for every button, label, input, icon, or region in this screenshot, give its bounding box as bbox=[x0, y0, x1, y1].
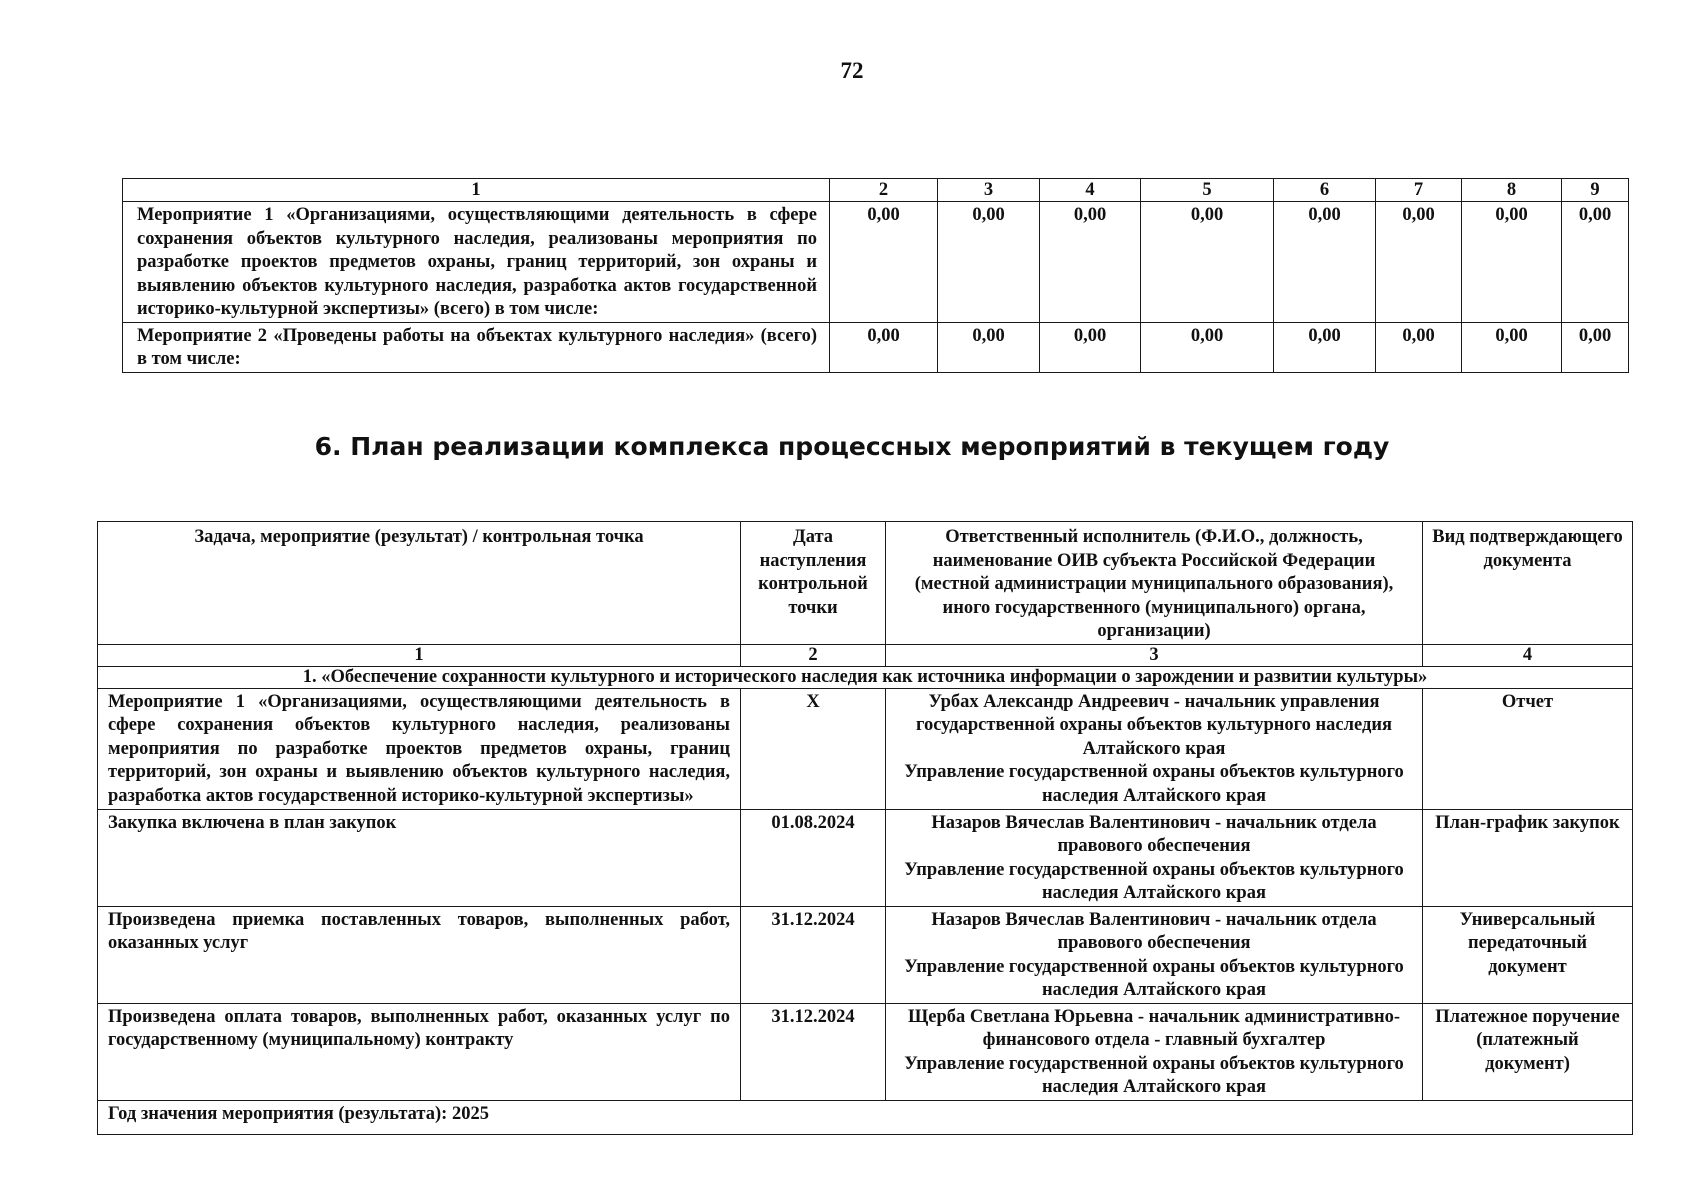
responsible-person: Назаров Вячеслав Валентинович - начальник отдела правового обеспечения bbox=[931, 812, 1377, 856]
control-date: Х bbox=[741, 688, 886, 809]
responsible-org: Управление государственной охраны объектов культурного наследия Алтайского края bbox=[904, 859, 1404, 903]
header-cell: 8 bbox=[1462, 179, 1562, 202]
task-row bbox=[98, 666, 1633, 688]
header-date: Дата наступления контрольной точки bbox=[741, 522, 886, 645]
control-date: 31.12.2024 bbox=[741, 906, 886, 1003]
activity-name: Произведена оплата товаров, выполненных работ, оказанных услуг по государственному (муниципальному) контракту bbox=[98, 1003, 741, 1100]
value-cell: 0,00 bbox=[830, 202, 938, 323]
responsible-cell bbox=[886, 809, 1423, 906]
value-cell: 0,00 bbox=[830, 322, 938, 372]
responsible-org: Управление государственной охраны объектов культурного наследия Алтайского края bbox=[904, 1053, 1404, 1097]
value-cell: 0,00 bbox=[1462, 202, 1562, 323]
value-cell: 0,00 bbox=[1141, 322, 1274, 372]
document-type: Отчет bbox=[1423, 688, 1633, 809]
activity-name: Мероприятие 1 «Организациями, осуществляющими деятельность в сфере сохранения объектов культурного наследия, реализованы мероприятия по разработке проектов предметов охраны, границ территорий, зон охраны и выявлению объектов культурного наследия, разработка актов государственной историко-культурной экспертизы» bbox=[98, 688, 741, 809]
funding-table-header bbox=[123, 179, 1629, 202]
plan-table bbox=[97, 521, 1633, 1135]
column-number: 2 bbox=[741, 644, 886, 666]
header-cell: 5 bbox=[1141, 179, 1274, 202]
section-title: 6. План реализации комплекса процессных мероприятий в текущем году bbox=[314, 432, 1390, 461]
document-type: Универсальный передаточный документ bbox=[1423, 906, 1633, 1003]
responsible-person: Урбах Александр Андреевич - начальник управления государственной охраны объектов культурного наследия Алтайского края bbox=[916, 691, 1392, 759]
table-row bbox=[98, 809, 1633, 906]
value-cell: 0,00 bbox=[1562, 322, 1629, 372]
responsible-cell bbox=[886, 906, 1423, 1003]
table-row bbox=[98, 906, 1633, 1003]
document-type: План-график закупок bbox=[1423, 809, 1633, 906]
plan-table-header bbox=[98, 522, 1633, 645]
header-cell: 2 bbox=[830, 179, 938, 202]
value-cell: 0,00 bbox=[1376, 202, 1462, 323]
header-cell: 4 bbox=[1040, 179, 1141, 202]
header-cell: 7 bbox=[1376, 179, 1462, 202]
activity-description: Мероприятие 1 «Организациями, осуществляющими деятельность в сфере сохранения объектов культурного наследия, реализованы мероприятия по разработке проектов предметов охраны, границ территорий, зон охраны и выявлению объектов культурного наследия, разработка актов государственной историко-культурной экспертизы» (всего) в том числе: bbox=[123, 202, 830, 323]
value-cell: 0,00 bbox=[1040, 322, 1141, 372]
control-date: 31.12.2024 bbox=[741, 1003, 886, 1100]
header-cell: 6 bbox=[1274, 179, 1376, 202]
footer-row bbox=[98, 1100, 1633, 1134]
table-row bbox=[98, 1003, 1633, 1100]
header-responsible: Ответственный исполнитель (Ф.И.О., должность, наименование ОИВ субъекта Российской Федерации (местной администрации муниципального образования), иного государственного (муниципального) органа, организации) bbox=[886, 522, 1423, 645]
responsible-cell bbox=[886, 1003, 1423, 1100]
page-number: 72 bbox=[840, 58, 864, 83]
column-number: 3 bbox=[886, 644, 1423, 666]
column-numbers-row bbox=[98, 644, 1633, 666]
value-cell: 0,00 bbox=[1376, 322, 1462, 372]
activity-description: Мероприятие 2 «Проведены работы на объектах культурного наследия» (всего) в том числе: bbox=[123, 322, 830, 372]
header-cell: 3 bbox=[938, 179, 1040, 202]
responsible-cell bbox=[886, 688, 1423, 809]
header-document: Вид подтверждающего документа bbox=[1423, 522, 1633, 645]
table-row bbox=[123, 322, 1629, 372]
activity-name: Закупка включена в план закупок bbox=[98, 809, 741, 906]
value-cell: 0,00 bbox=[1462, 322, 1562, 372]
column-number: 4 bbox=[1423, 644, 1633, 666]
document-type: Платежное поручение (платежный документ) bbox=[1423, 1003, 1633, 1100]
result-year: Год значения мероприятия (результата): 2025 bbox=[98, 1100, 1633, 1134]
table-row bbox=[123, 202, 1629, 323]
value-cell: 0,00 bbox=[1562, 202, 1629, 323]
value-cell: 0,00 bbox=[1141, 202, 1274, 323]
responsible-person: Щерба Светлана Юрьевна - начальник административно-финансового отдела - главный бухгалтер bbox=[907, 1006, 1401, 1050]
header-task: Задача, мероприятие (результат) / контрольная точка bbox=[98, 522, 741, 645]
header-cell: 9 bbox=[1562, 179, 1629, 202]
control-date: 01.08.2024 bbox=[741, 809, 886, 906]
table-row bbox=[98, 688, 1633, 809]
value-cell: 0,00 bbox=[938, 322, 1040, 372]
responsible-person: Назаров Вячеслав Валентинович - начальник отдела правового обеспечения bbox=[931, 909, 1377, 953]
header-cell: 1 bbox=[123, 179, 830, 202]
task-title: 1. «Обеспечение сохранности культурного и исторического наследия как источника информации о зарождении и развитии культуры» bbox=[98, 666, 1633, 688]
responsible-org: Управление государственной охраны объектов культурного наследия Алтайского края bbox=[904, 956, 1404, 1000]
column-number: 1 bbox=[98, 644, 741, 666]
responsible-org: Управление государственной охраны объектов культурного наследия Алтайского края bbox=[904, 762, 1404, 806]
value-cell: 0,00 bbox=[1040, 202, 1141, 323]
value-cell: 0,00 bbox=[1274, 202, 1376, 323]
value-cell: 0,00 bbox=[1274, 322, 1376, 372]
value-cell: 0,00 bbox=[938, 202, 1040, 323]
activity-name: Произведена приемка поставленных товаров, выполненных работ, оказанных услуг bbox=[98, 906, 741, 1003]
funding-table bbox=[122, 178, 1629, 373]
